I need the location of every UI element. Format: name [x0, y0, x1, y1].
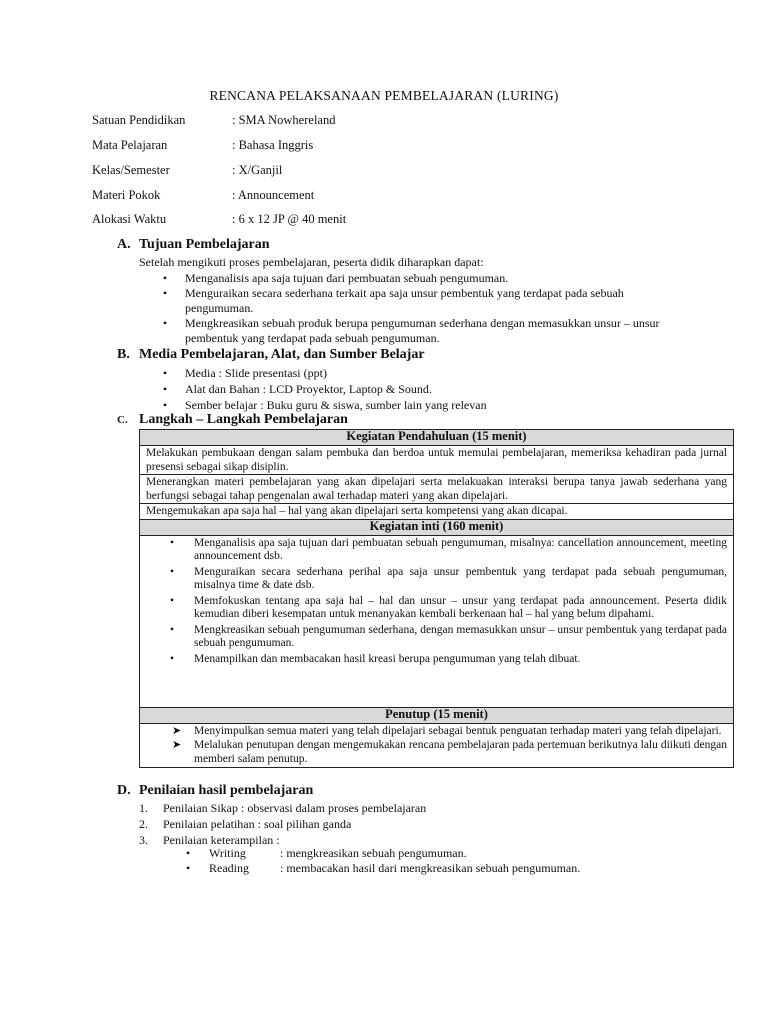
bullet-icon: • [186, 846, 191, 860]
bullet-icon: • [162, 286, 168, 300]
bullet-icon: • [170, 652, 175, 665]
list-item: • Menguraikan secara sederhana perihal apa saja unsur pembentuk yang terdapat pada sebuah pengumuman, misalnya time & date dsb. [170, 565, 727, 591]
section-b-list [160, 365, 680, 413]
penutup-list [146, 725, 727, 767]
meta-value: : X/Ganjil [232, 163, 283, 177]
steps-table [139, 429, 734, 768]
section-title: Penilaian hasil pembelajaran [139, 783, 314, 798]
list-item: • Menampilkan dan membacakan hasil kreasi berupa pengumuman yang telah dibuat. [170, 652, 581, 665]
table-header-penutup: Penutup (15 menit) [140, 707, 734, 723]
bullet-icon: • [170, 623, 175, 636]
bullet-icon: • [170, 565, 175, 578]
meta-key: Kelas/Semester [92, 163, 170, 177]
table-row: Melakukan pembukaan dengan salam pembuka dan berdoa untuk memulai pembelajaran, memeriksa kehadiran pada jurnal presensi sebagai sikap disiplin. [140, 446, 734, 475]
section-b-heading [117, 347, 425, 363]
section-d-heading [117, 783, 313, 799]
assessment-list [139, 800, 426, 848]
table-header-inti: Kegiatan inti (160 menit) [140, 519, 734, 535]
meta-value: : 6 x 12 JP @ 40 menit [232, 212, 347, 226]
section-a-intro: Setelah mengikuti proses pembelajaran, peserta didik diharapkan dapat: [139, 255, 484, 269]
table-row-penutup [140, 723, 734, 768]
meta-value: : SMA Nowhereland [232, 113, 336, 127]
arrow-icon: ➤ [172, 724, 182, 737]
section-a-heading [117, 237, 270, 253]
meta-value: : Announcement [232, 188, 315, 202]
list-item: • Memfokuskan tentang apa saja hal – hal dan unsur – unsur yang terdapat pada announcement. Peserta didik kemudian diberi kesempatan untuk menanyakan kembali berkenaan hal – hal yang belum dipahami. [170, 594, 727, 620]
meta-key: Mata Pelajaran [92, 138, 168, 152]
inti-list [146, 537, 727, 667]
list-item: 1. Penilaian Sikap : observasi dalam proses pembelajaran [139, 801, 427, 815]
section-number: A. [117, 237, 131, 252]
list-item: ➤ Menyimpulkan semua materi yang telah dipelajari sebagai bentuk penguatan terhadap materi yang telah dipelajari. [172, 724, 722, 737]
skill-value: : membacakan hasil dari mengkreasikan sebuah pengumuman. [280, 861, 581, 875]
section-a-list [160, 271, 680, 346]
meta-key: Satuan Pendidikan [92, 113, 186, 127]
table-header-pendahuluan: Kegiatan Pendahuluan (15 menit) [140, 430, 734, 446]
meta-key: Alokasi Waktu [92, 212, 167, 226]
bullet-icon: • [162, 366, 168, 380]
section-title: Media Pembelajaran, Alat, dan Sumber Belajar [139, 347, 425, 362]
bullet-icon: • [162, 382, 168, 396]
bullet-icon: • [170, 594, 175, 607]
list-item: ➤ Melalukan penutupan dengan mengemukakan rencana pembelajaran pada pertemuan berikutnya lalu diikuti dengan memberi salam penutup. [172, 739, 727, 765]
skill-key: Reading [209, 861, 249, 875]
table-row: Mengemukakan apa saja hal – hal yang akan dipelajari serta kompetensi yang akan dicapai. [140, 504, 734, 520]
bullet-icon: • [162, 271, 168, 285]
meta-value: : Bahasa Inggris [232, 138, 314, 152]
list-item: • Mengkreasikan sebuah produk berupa pengumuman sederhana dengan memasukkan unsur – unsur pembentuk yang terdapat pada sebuah pengumuman. [160, 316, 680, 346]
bullet-icon: • [170, 536, 175, 549]
bullet-icon: • [162, 398, 168, 412]
meta-key: Materi Pokok [92, 188, 161, 202]
document-title: RENCANA PELAKSANAAN PEMBELAJARAN (LURING) [209, 88, 559, 103]
section-title: Langkah – Langkah Pembelajaran [139, 412, 348, 427]
table-row-inti [140, 535, 734, 707]
skill-key: Writing [209, 846, 246, 860]
list-item: • Menganalisis apa saja tujuan dari pembuatan sebuah pengumuman, misalnya: cancellation announcement, meeting announcement dsb. [170, 536, 727, 562]
section-number: C. [117, 414, 128, 426]
section-title: Tujuan Pembelajaran [139, 237, 270, 252]
section-c-heading [117, 412, 348, 428]
list-item: • Menganalisis apa saja tujuan dari pembuatan sebuah pengumuman. [160, 271, 680, 286]
list-item: 2. Penilaian pelatihan : soal pilihan ganda [139, 817, 352, 831]
bullet-icon: • [186, 861, 191, 875]
skill-value: : mengkreasikan sebuah pengumuman. [280, 846, 467, 860]
bullet-icon: • [162, 316, 168, 330]
list-item: • Mengkreasikan sebuah pengumuman sederhana, dengan memasukkan unsur – unsur pembentuk yang terdapat pada sebuah pengumuman. [170, 623, 727, 649]
section-number: D. [117, 783, 131, 798]
table-row: Menerangkan materi pembelajaran yang akan dipelajari serta melakuakan interaksi berupa tanya jawab sederhana yang berfungsi sebagai tahap pengenalan awal terhadap materi yang akan dipelajari. [140, 475, 734, 504]
list-item: • Media : Slide presentasi (ppt) [160, 365, 680, 381]
section-number: B. [117, 347, 130, 362]
list-item: • Sember belajar : Buku guru & siswa, sumber lain yang relevan [160, 397, 680, 413]
list-item: 3. Penilaian keterampilan : [139, 833, 280, 847]
list-item: • Alat dan Bahan : LCD Proyektor, Laptop & Sound. [160, 381, 680, 397]
list-item: • Menguraikan secara sederhana terkait apa saja unsur pembentuk yang terdapat pada sebuah pengumuman. [160, 286, 680, 316]
arrow-icon: ➤ [172, 739, 182, 751]
